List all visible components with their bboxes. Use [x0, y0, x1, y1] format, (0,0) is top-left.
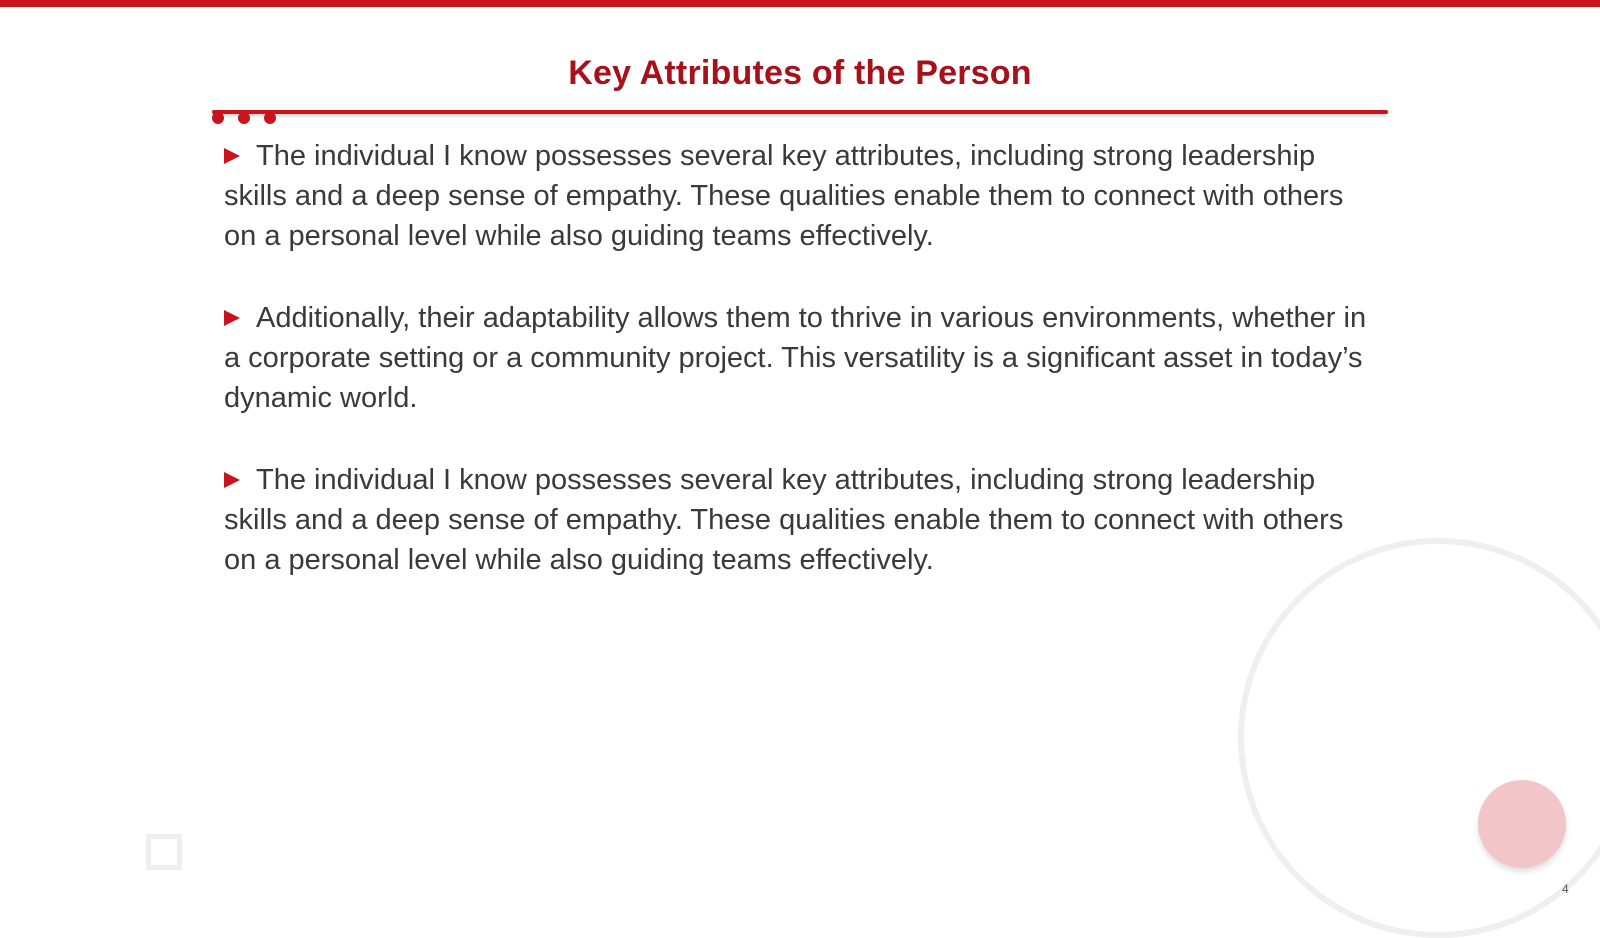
bullet-text: The individual I know possesses several key attributes, including strong leadership skills and a deep sense of empathy. These qualities enable them to connect with others on a personal level while also guiding teams effectively.	[224, 140, 1344, 252]
decorative-circle	[1478, 780, 1566, 868]
bullet-list	[224, 136, 1374, 622]
top-accent-bar	[0, 0, 1600, 7]
slide-title: Key Attributes of the Person	[568, 54, 1032, 92]
bullet-text: Additionally, their adaptability allows them to thrive in various environments, whether in a corporate setting or a community project. This versatility is a significant asset in today’s dynamic world.	[224, 302, 1367, 414]
triangle-right-icon	[224, 310, 240, 326]
bullet-item	[224, 298, 1374, 418]
bullet-text: The individual I know possesses several key attributes, including strong leadership skills and a deep sense of empathy. These qualities enable them to connect with others on a personal level while also guiding teams effectively.	[224, 464, 1344, 576]
title-divider	[212, 110, 1388, 114]
page-number: 4	[1562, 882, 1569, 896]
bullet-item	[224, 460, 1374, 580]
divider-dot	[212, 112, 224, 124]
divider-dot	[264, 112, 276, 124]
triangle-right-icon	[224, 472, 240, 488]
triangle-right-icon	[224, 148, 240, 164]
divider-dot	[238, 112, 250, 124]
decorative-square	[146, 834, 182, 870]
bullet-item	[224, 136, 1374, 256]
